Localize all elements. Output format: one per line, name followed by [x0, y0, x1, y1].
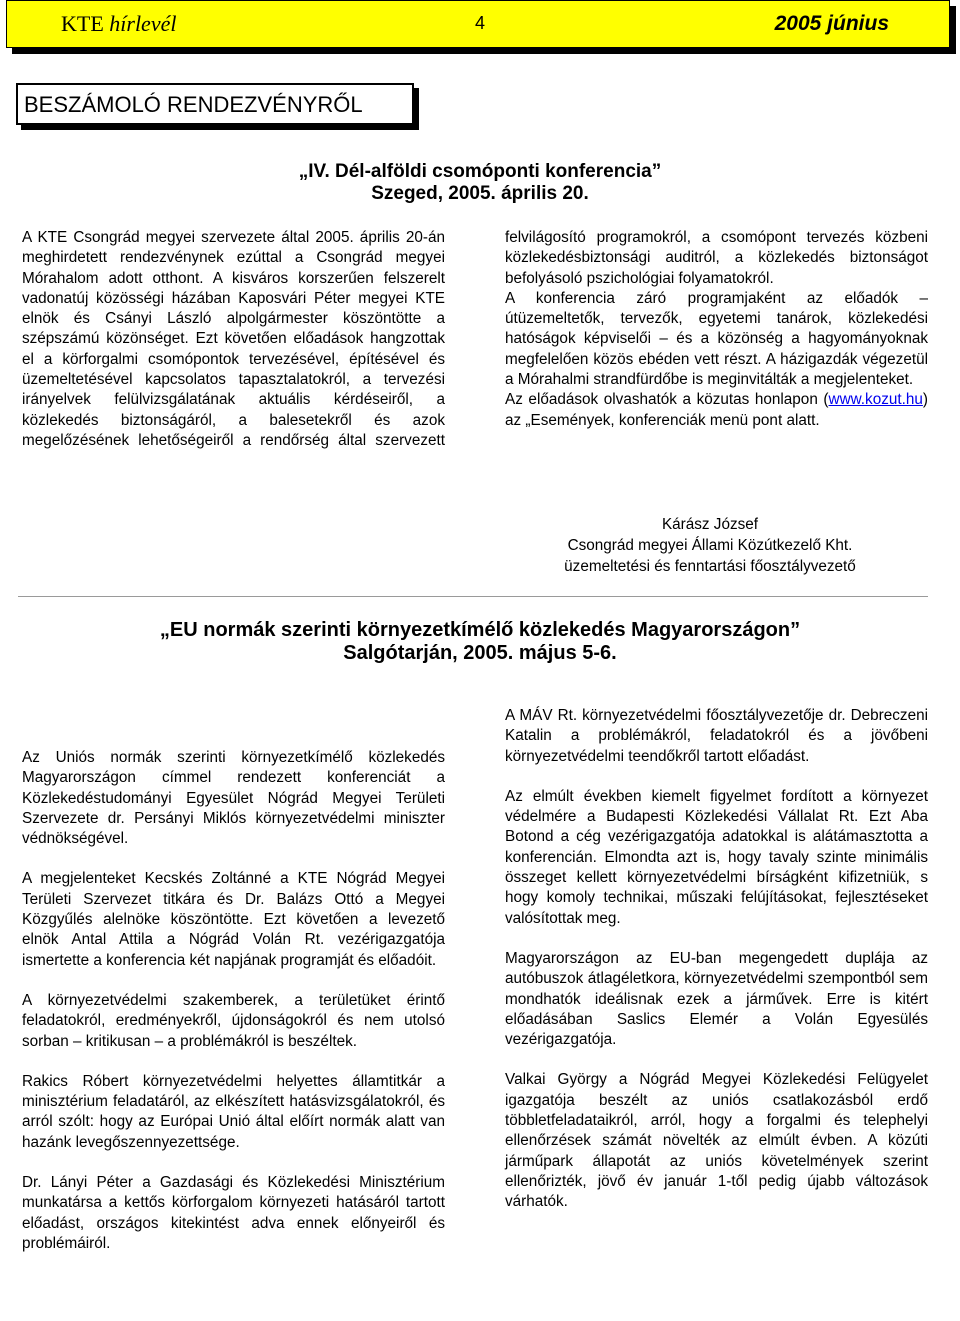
article1-paragraph: A KTE Csongrád megyei szervezete által 2005. április 20-án meghirdetett rendezvénynek ezúttal a Csongrád megyei Mórahalom adott otthont. A kisváros korszerűen felszerelt vadonatúj közösségi házában Kaposvári Péter megyei KTE elnök és Csányi László alpolgármester köszöntötte a szépszámú közönséget. Ezt követően előadások hangzottak el a körforgalmi csomópontok tervezésével, építésével és üzemeltetésével kapcsolatos tapasztalatokról, a tervezési irányelvek felülvizsgálatának aktuális kérdéseiről, a közlekedés biztonságáról, a balesetekről és azok megelőzésének lehetőségeiről a rendőrség által szervezett: [22, 229, 445, 449]
signature-role: üzemeltetési és fenntartási főosztályvezető: [564, 558, 856, 575]
article2-paragraph: Dr. Lányi Péter a Gazdasági és Közlekedési Minisztérium munkatársa a kettős körforgalom környezeti hatásáról tartott előadást, országos kitekintést adva ennek előnyeiről és problémáiról.: [22, 1174, 445, 1252]
article2-paragraph: A MÁV Rt. környezetvédelmi főosztályvezetője dr. Debreczeni Katalin a problémákról, feladatokról és a jövőbeni környezetvédelmi teendőkről tartott előadást.: [505, 707, 928, 765]
article2-paragraph: Valkai György a Nógrád Megyei Közlekedési Felügyelet igazgatója beszélt az uniós csatlakozásból erdő többletfeladataikról, arról, hogy a forgalmi és telephelyi ellenőrzések számát növelték az elmúlt évben. A közúti járműpark állapotát az uniós követelmények szerint ellenőrizték, jövő év január 1-től pedig újabb változások várhatók.: [505, 1071, 928, 1211]
issue-date: 2005 június: [774, 12, 889, 35]
article2-paragraph: Magyarországon az EU-ban megengedett duplája az autóbuszok átlagéletkora, környezetvédelmi szempontból sem mondhatók ideálisnak ezek a járművek. Erre is kitért előadásában Saslics Elemér a Volán Egyesülés vezérigazgatója.: [505, 949, 928, 1049]
signature-org: Csongrád megyei Állami Közútkezelő Kht.: [567, 537, 853, 554]
article2-title-line2: Salgótarján, 2005. május 5-6.: [343, 642, 617, 664]
article2-paragraph: A környezetvédelmi szakemberek, a területüket érintő feladatokról, eredményekről, újdonságokról és nem utolsó sorban – kritikusan – a problémákról is beszéltek.: [22, 991, 445, 1050]
article1-paragraph: felvilágosító programokról, a csomópont tervezés közbeni közlekedésbiztonsági auditról, a közlekedés biztonságot befolyásoló pszichológiai folyamatokról.: [505, 229, 928, 287]
page-number: 4: [475, 13, 486, 33]
article1-title-line1: „IV. Dél-alföldi csomóponti konferencia”: [298, 161, 662, 182]
article2-left-column: [22, 748, 445, 1254]
article2-title: [120, 619, 840, 665]
newsletter-header: [6, 0, 950, 48]
article1-title: [200, 161, 760, 205]
newsletter-name: KTE hírlevél: [61, 11, 177, 36]
kozut-link[interactable]: www.kozut.hu: [828, 391, 923, 409]
section-divider: [18, 596, 928, 597]
article2-paragraph: A megjelenteket Kecskés Zoltánné a KTE Nógrád Megyei Területi Szervezet titkára és Dr. Balázs Ottó a Megyei Közgyűlés alelnöke köszöntötte. Ezt követően a levezető elnök Antal Attila a Nógrád Volán Rt. vezérigazgatója ismertette a konferencia két napjának programját és előadóit.: [22, 870, 445, 969]
section-title: BESZÁMOLÓ RENDEZVÉNYRŐL: [24, 92, 363, 117]
article2-right-column: [505, 706, 928, 1213]
section-title-box: [16, 83, 414, 125]
signature-name: Kárász József: [661, 516, 759, 533]
article1-signature: [480, 514, 940, 577]
article2-paragraph: Az Uniós normák szerinti környezetkímélő közlekedés Magyarországon címmel rendezett konferenciát a Közlekedéstudományi Egyesület Nógrád Megyei Területi Szervezete dr. Persányi Miklós környezetvédelmi miniszter védnökségével.: [22, 749, 445, 848]
article1-left-column: [22, 228, 445, 451]
article2-title-line1: „EU normák szerinti környezetkímélő közlekedés Magyarországon”: [159, 619, 801, 641]
article1-title-line2: Szeged, 2005. április 20.: [371, 183, 589, 204]
article1-paragraph-link: Az előadások olvashatók a közutas honlapon (www.kozut.hu) az „Események, konferenciák menü pont alatt.: [505, 391, 928, 429]
article2-paragraph: Az elmúlt években kiemelt figyelmet fordított a környezet védelmére a Budapesti Közlekedési Vállalat Rt. Ezt Aba Botond a cég vezérigazgatója adatokkal is alátámasztotta a konferencián. Elmondta azt is, hogy tavaly szinte minimális összeget kellett környezetvédelmi bírságként kifizetniük, s hogy komoly technikai, műszaki felújításokat, fejlesztéseket valósítottak meg.: [505, 787, 928, 927]
article2-paragraph: Rakics Róbert környezetvédelmi helyettes államtitkár a minisztérium feladatáról, az elkészített hatásvizsgálatokról, és arról szólt: hogy az Európai Unió által előírt normák alatt van hazánk levegőszennyezettsége.: [22, 1072, 445, 1151]
article1-right-column: [505, 228, 928, 431]
article1-paragraph: A konferencia záró programjaként az előadók – útüzemeltetők, tervezők, egyetemi tanárok, közlekedési hatóságok képviselői – és a közönség a hagyományoknak megfelelően közös ebéden vett részt. A házigazdák végezetül a Mórahalmi strandfürdőbe is meginvitálták a megjelenteket.: [505, 289, 928, 389]
